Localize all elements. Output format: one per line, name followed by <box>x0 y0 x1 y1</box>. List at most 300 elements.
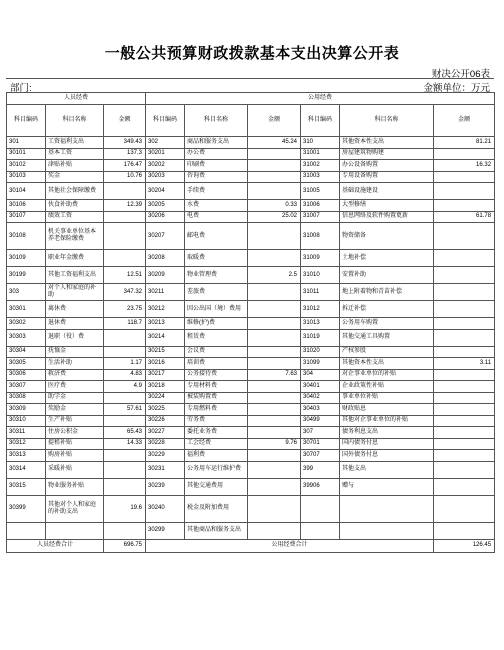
public-name-2: 土地补偿 <box>340 250 434 267</box>
public-code-2: 304 <box>301 369 340 381</box>
public-code-2: 31011 <box>301 284 340 301</box>
public-amount: 9.76 <box>248 438 301 450</box>
personnel-amount: 23.75 <box>104 301 146 318</box>
personnel-name: 生产补贴 <box>46 415 104 427</box>
public-amount-2 <box>434 415 495 427</box>
public-code-2: 39906 <box>301 478 340 495</box>
public-amount-2 <box>434 346 495 358</box>
public-code: 30216 <box>146 358 185 370</box>
personnel-name: 机关事业单位基本养老保险缴费 <box>46 223 104 250</box>
personnel-name: 退休费 <box>46 318 104 330</box>
col-header-amount: 金额 <box>248 105 301 137</box>
public-code: 30218 <box>146 381 185 393</box>
public-name-2: 安置补助 <box>340 267 434 284</box>
personnel-name: 住房公积金 <box>46 427 104 439</box>
public-total-label: 公用经费合计 <box>146 539 434 552</box>
personnel-amount <box>104 478 146 495</box>
public-amount-2: 3.11 <box>434 358 495 370</box>
public-name: 印刷费 <box>185 160 248 172</box>
public-code-2: 30402 <box>301 392 340 404</box>
personnel-name: 津贴补贴 <box>46 160 104 172</box>
personnel-amount: 12.51 <box>104 267 146 284</box>
personnel-amount: 1.17 <box>104 358 146 370</box>
public-amount-2 <box>434 427 495 439</box>
personnel-amount: 65.43 <box>104 427 146 439</box>
public-name: 公务接待费 <box>185 369 248 381</box>
personnel-code: 30102 <box>7 160 46 172</box>
public-name: 差旅费 <box>185 284 248 301</box>
public-code-2: 31001 <box>301 148 340 160</box>
public-name: 维修(护)费 <box>185 318 248 330</box>
table-row <box>7 250 495 267</box>
personnel-name: 离休费 <box>46 301 104 318</box>
public-amount <box>248 318 301 330</box>
public-amount-2 <box>434 329 495 346</box>
public-amount-2 <box>434 381 495 393</box>
public-name-2: 其他资本性支出 <box>340 137 434 149</box>
public-name-2: 对企事业单位的补贴 <box>340 369 434 381</box>
public-code-2: 31009 <box>301 250 340 267</box>
personnel-amount <box>104 211 146 223</box>
personnel-amount: 349.43 <box>104 137 146 149</box>
table-row <box>7 358 495 370</box>
col-header-name: 科目名称 <box>185 105 248 137</box>
public-amount <box>248 148 301 160</box>
public-amount-2 <box>434 404 495 416</box>
personnel-amount <box>104 450 146 462</box>
personnel-code: 30306 <box>7 369 46 381</box>
public-code-2: 31012 <box>301 301 340 318</box>
personnel-code <box>7 522 46 539</box>
personnel-amount: 10.76 <box>104 171 146 183</box>
public-name-2: 债务利息支出 <box>340 427 434 439</box>
personnel-amount: 57.61 <box>104 404 146 416</box>
table-row <box>7 200 495 212</box>
personnel-code: 30106 <box>7 200 46 212</box>
public-name: 手续费 <box>185 183 248 200</box>
public-amount <box>248 183 301 200</box>
personnel-amount <box>104 346 146 358</box>
public-name: 其他商品和服务支出 <box>185 522 248 539</box>
public-amount <box>248 329 301 346</box>
section-personnel: 人员经费 <box>7 93 146 105</box>
personnel-code: 30310 <box>7 415 46 427</box>
table-row <box>7 284 495 301</box>
public-amount <box>248 284 301 301</box>
public-name-2: 其他资本性支出 <box>340 358 434 370</box>
table-row <box>7 392 495 404</box>
public-code-2 <box>301 495 340 522</box>
public-code: 30212 <box>146 301 185 318</box>
personnel-code: 30108 <box>7 223 46 250</box>
public-code: 30226 <box>146 415 185 427</box>
table-row <box>7 137 495 149</box>
personnel-name: 基本工资 <box>46 148 104 160</box>
personnel-total-label: 人员经费合计 <box>7 539 104 552</box>
table-row <box>7 318 495 330</box>
public-amount <box>248 171 301 183</box>
public-code-2: 307 <box>301 427 340 439</box>
public-name-2: 基础设施建设 <box>340 183 434 200</box>
table-row <box>7 461 495 478</box>
personnel-code: 30309 <box>7 404 46 416</box>
public-name-2: 其他对企事业单位的补贴 <box>340 415 434 427</box>
personnel-code: 30302 <box>7 318 46 330</box>
personnel-code: 30315 <box>7 478 46 495</box>
public-name: 商品和服务支出 <box>185 137 248 149</box>
public-amount <box>248 404 301 416</box>
personnel-code: 30199 <box>7 267 46 284</box>
personnel-name: 医疗费 <box>46 381 104 393</box>
public-code-2: 31099 <box>301 358 340 370</box>
personnel-code: 30107 <box>7 211 46 223</box>
public-amount-2: 16.32 <box>434 160 495 172</box>
personnel-code: 30103 <box>7 171 46 183</box>
dept-label: 部门: <box>10 83 32 94</box>
public-code: 30206 <box>146 211 185 223</box>
public-amount <box>248 415 301 427</box>
public-name-2: 国内债务付息 <box>340 438 434 450</box>
public-code-2: 399 <box>301 461 340 478</box>
public-code: 30215 <box>146 346 185 358</box>
public-code-2: 310 <box>301 137 340 149</box>
personnel-name: 奖励金 <box>46 404 104 416</box>
public-amount-2 <box>434 495 495 522</box>
public-code-2: 31019 <box>301 329 340 346</box>
public-code: 30214 <box>146 329 185 346</box>
personnel-amount: 4.9 <box>104 381 146 393</box>
public-amount-2 <box>434 369 495 381</box>
personnel-amount: 4.83 <box>104 369 146 381</box>
personnel-name: 其他工资福利支出 <box>46 267 104 284</box>
personnel-amount: 118.7 <box>104 318 146 330</box>
personnel-code: 303 <box>7 284 46 301</box>
public-name-2: 公务用车购置 <box>340 318 434 330</box>
public-code: 30229 <box>146 450 185 462</box>
public-name: 租赁费 <box>185 329 248 346</box>
public-name: 会议费 <box>185 346 248 358</box>
public-name: 因公出国（境）费用 <box>185 301 248 318</box>
personnel-amount <box>104 415 146 427</box>
public-name: 公务用车运行维护费 <box>185 461 248 478</box>
public-name-2 <box>340 522 434 539</box>
public-amount: 25.02 <box>248 211 301 223</box>
public-code: 30213 <box>146 318 185 330</box>
public-amount <box>248 461 301 478</box>
public-code-2: 31002 <box>301 160 340 172</box>
public-code: 30202 <box>146 160 185 172</box>
table-row <box>7 211 495 223</box>
public-name-2: 赠与 <box>340 478 434 495</box>
public-amount-2 <box>434 438 495 450</box>
personnel-name: 抚恤金 <box>46 346 104 358</box>
public-name-2: 产权参股 <box>340 346 434 358</box>
table-row <box>7 148 495 160</box>
col-header-code: 科目编码 <box>301 105 340 137</box>
public-amount-2 <box>434 148 495 160</box>
sheet-top-rule <box>6 78 494 79</box>
public-amount: 0.33 <box>248 200 301 212</box>
personnel-name: 助学金 <box>46 392 104 404</box>
public-name: 取暖费 <box>185 250 248 267</box>
public-amount-2 <box>434 284 495 301</box>
personnel-code: 30399 <box>7 495 46 522</box>
public-name-2 <box>340 495 434 522</box>
public-amount <box>248 301 301 318</box>
public-amount: 45.24 <box>248 137 301 149</box>
col-header-name: 科目名称 <box>340 105 434 137</box>
public-name: 其他交通费用 <box>185 478 248 495</box>
page-title: 一般公共预算财政拨款基本支出决算公开表 <box>104 45 400 62</box>
public-code: 30204 <box>146 183 185 200</box>
personnel-name: 奖金 <box>46 171 104 183</box>
table-row <box>7 369 495 381</box>
public-code-2: 30401 <box>301 381 340 393</box>
table-row <box>7 267 495 284</box>
public-code: 30240 <box>146 495 185 522</box>
public-code-2: 31006 <box>301 200 340 212</box>
public-code: 30211 <box>146 284 185 301</box>
public-code: 30203 <box>146 171 185 183</box>
table-row <box>7 160 495 172</box>
public-code: 30299 <box>146 522 185 539</box>
public-code-2: 31005 <box>301 183 340 200</box>
public-amount: 7.63 <box>248 369 301 381</box>
public-code-2: 30707 <box>301 450 340 462</box>
public-name: 物业管理费 <box>185 267 248 284</box>
public-amount: 2.5 <box>248 267 301 284</box>
public-amount-2 <box>434 183 495 200</box>
personnel-amount <box>104 250 146 267</box>
public-name: 劳务费 <box>185 415 248 427</box>
personnel-code: 30312 <box>7 438 46 450</box>
personnel-name: 采暖补贴 <box>46 461 104 478</box>
personnel-code: 30305 <box>7 358 46 370</box>
personnel-total-value: 696.75 <box>104 539 146 552</box>
personnel-amount <box>104 223 146 250</box>
personnel-code: 30314 <box>7 461 46 478</box>
public-name: 培训费 <box>185 358 248 370</box>
personnel-code: 30308 <box>7 392 46 404</box>
table-row <box>7 183 495 200</box>
public-code-2: 31013 <box>301 318 340 330</box>
public-amount <box>248 346 301 358</box>
personnel-name: 伙食补助费 <box>46 200 104 212</box>
public-code-2 <box>301 522 340 539</box>
public-code: 30239 <box>146 478 185 495</box>
public-name-2: 财政贴息 <box>340 404 434 416</box>
table-row <box>7 478 495 495</box>
personnel-amount <box>104 392 146 404</box>
expenditure-table-wrap <box>6 92 494 553</box>
public-name-2: 房屋建筑物购建 <box>340 148 434 160</box>
table-row <box>7 495 495 522</box>
public-name-2: 国外债务付息 <box>340 450 434 462</box>
public-amount-2 <box>434 171 495 183</box>
col-header-code: 科目编码 <box>7 105 46 137</box>
personnel-amount: 176.47 <box>104 160 146 172</box>
public-name-2: 地上附着物和青苗补偿 <box>340 284 434 301</box>
public-amount <box>248 392 301 404</box>
public-amount-2 <box>434 392 495 404</box>
public-amount <box>248 358 301 370</box>
public-code-2: 30701 <box>301 438 340 450</box>
col-header-code: 科目编码 <box>146 105 185 137</box>
personnel-name: 职业年金缴费 <box>46 250 104 267</box>
public-amount <box>248 250 301 267</box>
public-name: 专用燃料费 <box>185 404 248 416</box>
public-name: 电费 <box>185 211 248 223</box>
public-amount-2 <box>434 478 495 495</box>
personnel-code: 301 <box>7 137 46 149</box>
personnel-name: 救济费 <box>46 369 104 381</box>
personnel-code: 30307 <box>7 381 46 393</box>
public-name: 委托业务费 <box>185 427 248 439</box>
public-amount-2 <box>434 267 495 284</box>
public-name: 水费 <box>185 200 248 212</box>
personnel-code: 30311 <box>7 427 46 439</box>
public-name: 办公费 <box>185 148 248 160</box>
column-header-row <box>7 105 495 137</box>
col-header-amount: 金额 <box>434 105 495 137</box>
public-code: 30231 <box>146 461 185 478</box>
table-row <box>7 223 495 250</box>
public-name: 专用材料费 <box>185 381 248 393</box>
section-public: 公用经费 <box>146 93 495 105</box>
totals-row <box>7 539 495 552</box>
table-row <box>7 346 495 358</box>
personnel-name: 对个人和家庭的补助 <box>46 284 104 301</box>
public-name: 工会经费 <box>185 438 248 450</box>
public-code: 30208 <box>146 250 185 267</box>
public-amount-2 <box>434 250 495 267</box>
public-amount <box>248 427 301 439</box>
col-header-amount: 金额 <box>104 105 146 137</box>
table-row <box>7 438 495 450</box>
public-amount <box>248 495 301 522</box>
table-row <box>7 329 495 346</box>
public-amount-2 <box>434 450 495 462</box>
personnel-name: 其他社会保障缴费 <box>46 183 104 200</box>
public-code: 30224 <box>146 392 185 404</box>
public-name-2: 事业单位补贴 <box>340 392 434 404</box>
public-code: 30228 <box>146 438 185 450</box>
table-row <box>7 381 495 393</box>
public-code: 302 <box>146 137 185 149</box>
table-row <box>7 522 495 539</box>
public-amount <box>248 160 301 172</box>
personnel-amount: 347.32 <box>104 284 146 301</box>
public-code-2: 30403 <box>301 404 340 416</box>
public-name: 咨询费 <box>185 171 248 183</box>
public-amount-2 <box>434 200 495 212</box>
table-row <box>7 427 495 439</box>
personnel-amount <box>104 183 146 200</box>
personnel-amount <box>104 461 146 478</box>
table-row <box>7 301 495 318</box>
table-row <box>7 404 495 416</box>
public-name-2: 拆迁补偿 <box>340 301 434 318</box>
public-name: 税金及附加费用 <box>185 495 248 522</box>
public-name: 被装购置费 <box>185 392 248 404</box>
personnel-amount: 14.33 <box>104 438 146 450</box>
public-code-2: 31008 <box>301 223 340 250</box>
public-amount-2 <box>434 318 495 330</box>
public-code: 30207 <box>146 223 185 250</box>
public-name: 福利费 <box>185 450 248 462</box>
personnel-name: 其他对个人和家庭的补助支出 <box>46 495 104 522</box>
personnel-code: 30301 <box>7 301 46 318</box>
personnel-code: 30109 <box>7 250 46 267</box>
public-amount <box>248 522 301 539</box>
public-code-2: 31003 <box>301 171 340 183</box>
personnel-name: 提租补贴 <box>46 438 104 450</box>
public-amount-2 <box>434 223 495 250</box>
table-row <box>7 171 495 183</box>
personnel-name: 物业服务补贴 <box>46 478 104 495</box>
personnel-amount: 19.6 <box>104 495 146 522</box>
public-code: 30209 <box>146 267 185 284</box>
personnel-name: 工资福利支出 <box>46 137 104 149</box>
table-row <box>7 415 495 427</box>
public-code: 30217 <box>146 369 185 381</box>
public-total-value: 126.45 <box>434 539 495 552</box>
public-name-2: 信息网络及软件购置更新 <box>340 211 434 223</box>
personnel-amount: 137.3 <box>104 148 146 160</box>
personnel-name <box>46 522 104 539</box>
public-code-2: 31020 <box>301 346 340 358</box>
public-amount <box>248 450 301 462</box>
personnel-code: 30101 <box>7 148 46 160</box>
public-code-2: 31010 <box>301 267 340 284</box>
public-name-2: 大型修缮 <box>340 200 434 212</box>
personnel-amount <box>104 329 146 346</box>
public-amount <box>248 381 301 393</box>
personnel-name: 绩效工资 <box>46 211 104 223</box>
personnel-code: 30304 <box>7 346 46 358</box>
public-name-2: 企业政策性补贴 <box>340 381 434 393</box>
public-name-2: 物资储备 <box>340 223 434 250</box>
col-header-name: 科目名称 <box>46 105 104 137</box>
public-name: 邮电费 <box>185 223 248 250</box>
public-code: 30201 <box>146 148 185 160</box>
public-name-2: 其他交通工具购置 <box>340 329 434 346</box>
personnel-code: 30313 <box>7 450 46 462</box>
public-code: 30225 <box>146 404 185 416</box>
public-name-2: 其他支出 <box>340 461 434 478</box>
public-amount-2: 81.21 <box>434 137 495 149</box>
table-code: 财决公开06表 <box>431 69 490 80</box>
unit-label: 金额单位：万元 <box>423 83 490 94</box>
public-amount-2 <box>434 461 495 478</box>
public-code-2: 30499 <box>301 415 340 427</box>
public-code: 30227 <box>146 427 185 439</box>
public-amount-2 <box>434 301 495 318</box>
public-amount <box>248 223 301 250</box>
public-code-2: 31007 <box>301 211 340 223</box>
table-row <box>7 450 495 462</box>
personnel-amount: 12.39 <box>104 200 146 212</box>
section-header-row <box>7 93 495 105</box>
public-amount-2: 61.78 <box>434 211 495 223</box>
public-name-2: 办公设备购置 <box>340 160 434 172</box>
personnel-code: 30104 <box>7 183 46 200</box>
personnel-name: 生活补助 <box>46 358 104 370</box>
personnel-code: 30303 <box>7 329 46 346</box>
expenditure-table <box>6 92 495 553</box>
public-name-2: 专用设备购置 <box>340 171 434 183</box>
public-amount-2 <box>434 522 495 539</box>
